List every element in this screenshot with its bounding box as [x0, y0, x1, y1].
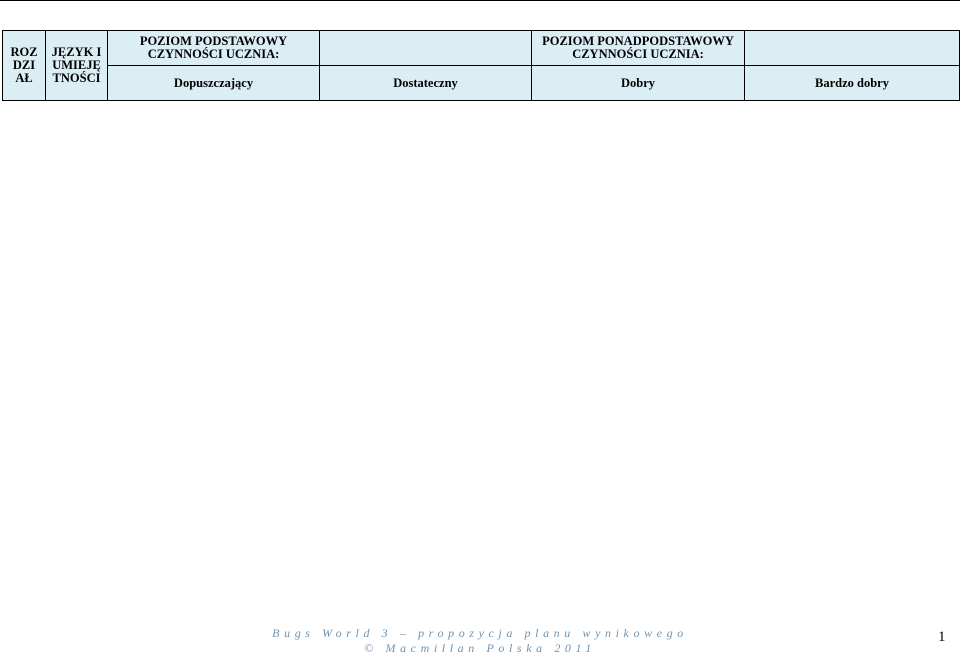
page-number: 1	[938, 629, 946, 645]
top-rule	[0, 0, 960, 1]
basic-level-empty-cell	[320, 31, 532, 66]
advanced-level-header	[532, 31, 745, 66]
grade-dopuszczajacy: Dopuszczający	[108, 66, 320, 101]
footer-copyright: © Macmillan Polska 2011	[364, 641, 596, 655]
grade-dobry: Dobry	[532, 66, 745, 101]
assessment-table-header	[2, 30, 960, 101]
advanced-level-empty-cell	[745, 31, 960, 66]
advanced-level-subtitle: CZYNNOŚCI UCZNIA:	[572, 47, 704, 61]
basic-level-header	[108, 31, 320, 66]
grade-dostateczny: Dostateczny	[320, 66, 532, 101]
basic-level-title: POZIOM PODSTAWOWY	[139, 34, 288, 48]
section-column-header: ROZ DZI AŁ	[3, 31, 46, 101]
footer	[0, 626, 960, 656]
skills-column-header: JĘZYK I UMIEJĘ TNOŚCI	[46, 31, 108, 101]
advanced-level-title: POZIOM PONADPODSTAWOWY	[542, 34, 734, 48]
footer-title: Bugs World 3 – propozycja planu wynikowego	[272, 626, 688, 640]
grade-bardzo-dobry: Bardzo dobry	[745, 66, 960, 101]
basic-level-subtitle: CZYNNOŚCI UCZNIA:	[147, 47, 280, 61]
